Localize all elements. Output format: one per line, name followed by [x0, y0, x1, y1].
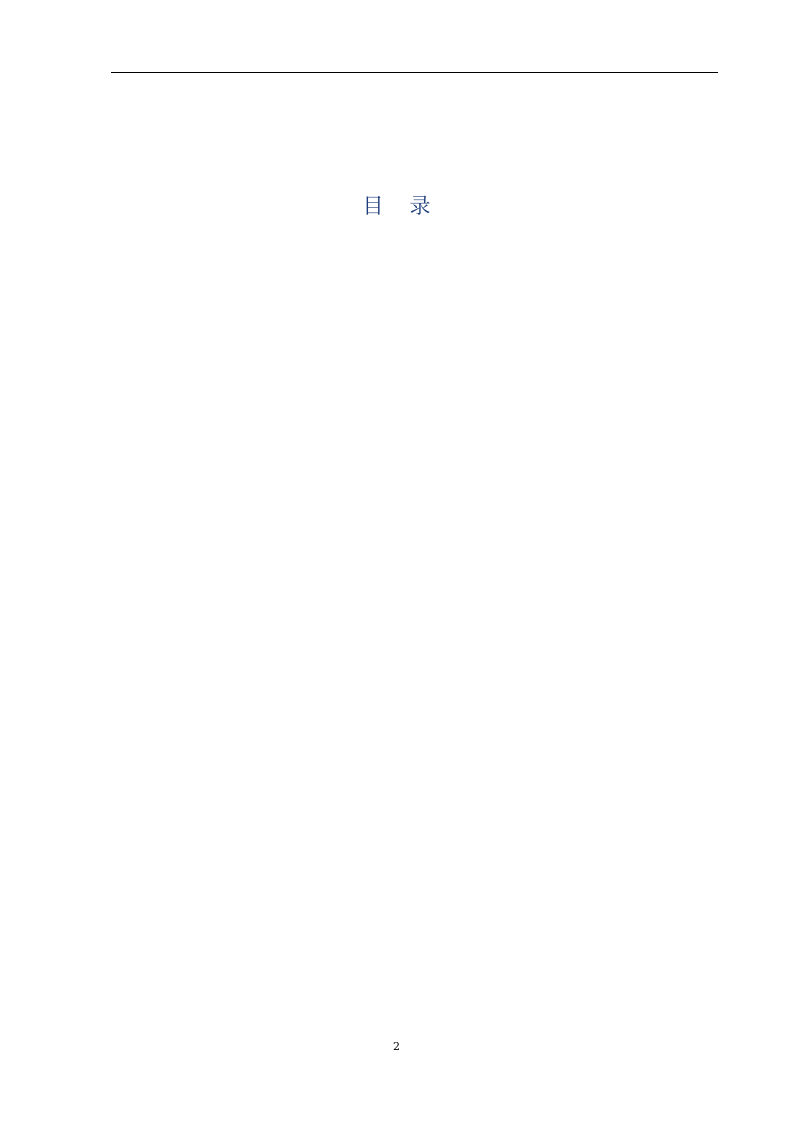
page-number: 2: [393, 1040, 400, 1053]
header-rule: [111, 72, 718, 73]
toc-title: 目录: [362, 194, 457, 218]
